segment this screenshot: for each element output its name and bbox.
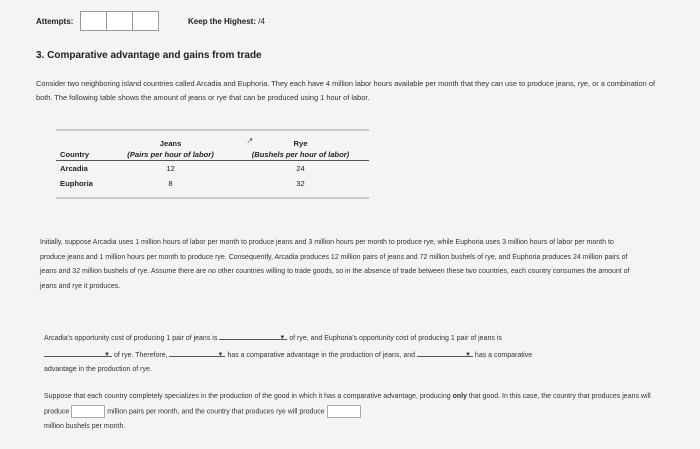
jeans-cell: 8 (168, 179, 173, 188)
chevron-down-icon: ▼ (465, 351, 471, 358)
rye-advantage-dropdown[interactable] (417, 347, 473, 357)
keep-highest-text: Keep the Highest: (188, 17, 257, 26)
jeans-quantity-input[interactable] (71, 405, 105, 418)
country-cell: Arcadia (60, 164, 88, 173)
col-rye-subheader: (Bushels per hour of labor) (232, 149, 369, 161)
jeans-advantage-dropdown[interactable] (169, 347, 225, 357)
euphoria-opp-cost-dropdown[interactable] (44, 347, 112, 357)
spec-text-3: million pairs per month, and the country that produces rye will produce (107, 407, 325, 415)
table-bottom-rule (56, 197, 369, 199)
opp-cost-text-5: has a comparative (474, 351, 533, 359)
attempt-indicators (81, 11, 159, 31)
rye-cell: 32 (296, 179, 305, 188)
attempts-label: Attempts: (36, 17, 74, 26)
spec-bold: only (452, 393, 467, 400)
opp-cost-text-2: of rye, and Euphoria's opportunity cost of producing 1 pair of jeans is (289, 335, 502, 342)
mouse-cursor-icon: ⭧ (247, 136, 253, 146)
keep-highest-label (188, 17, 265, 26)
attempt-box (106, 11, 133, 31)
specialization-question (44, 390, 664, 434)
attempt-box (80, 11, 107, 31)
opp-cost-text-1: Arcadia's opportunity cost of producing 1 pair of jeans is (44, 335, 218, 342)
col-jeans-header: Jeans (159, 139, 182, 148)
opp-cost-text-4: has a comparative advantage in the production of jeans, and (227, 351, 416, 359)
keep-highest-value: /4 (258, 17, 265, 26)
spec-text-4: million bushels per month. (44, 422, 126, 430)
table-row (56, 176, 369, 191)
production-table (56, 129, 369, 199)
opportunity-cost-question (44, 330, 644, 378)
col-country-header: Country (56, 149, 109, 161)
scenario-text: Initially, suppose Arcadia uses 1 million hours of labor per month to produce jeans and 3 million hours per month to produce rye, while Euphoria uses 3 million hours of labor per month to produce jeans and 1 million hours per month to produce rye. Consequently, Arcadia produces 12 million pairs of jeans and 72 million bushels of rye, and Euphoria produces 24 million pairs of jeans and 32 million bushels of rye. Assume there are no other countries willing to trade goods, so in the absence of trade between these two countries, each country consumes the amount of jeans and rye it produces. (40, 239, 630, 290)
chevron-down-icon: ▼ (217, 351, 224, 358)
opp-cost-text-3: of rye. Therefore, (113, 351, 168, 359)
attempt-box (132, 11, 159, 31)
rye-cell: 24 (296, 164, 305, 173)
col-rye-header: Rye (293, 139, 308, 148)
chevron-down-icon: ▼ (104, 351, 110, 358)
jeans-cell: 12 (166, 164, 175, 173)
country-cell: Euphoria (60, 179, 93, 188)
chevron-down-icon: ▼ (279, 335, 286, 341)
opp-cost-text-6: advantage in the production of rye. (44, 366, 152, 374)
rye-quantity-input[interactable] (327, 405, 361, 418)
question-intro: Consider two neighboring island countries called Arcadia and Euphoria. They each have 4 million labor hours available per month that they can use to produce jeans, rye, or a combination of both. The following table shows the amount of jeans or rye that can be produced using 1 hour of labor. (36, 79, 655, 102)
col-jeans-subheader: (Pairs per hour of labor) (109, 149, 232, 161)
spec-text-1: Suppose that each country completely specializes in the production of the good in which it has a comparative advantage, producing (44, 393, 453, 400)
table-row (56, 161, 369, 177)
arcadia-opp-cost-dropdown[interactable] (219, 330, 287, 340)
spec-text-2: that good. In this case, the country that produces jeans will produce (44, 393, 651, 415)
question-title: 3. Comparative advantage and gains from trade (36, 50, 262, 61)
table (56, 131, 369, 191)
